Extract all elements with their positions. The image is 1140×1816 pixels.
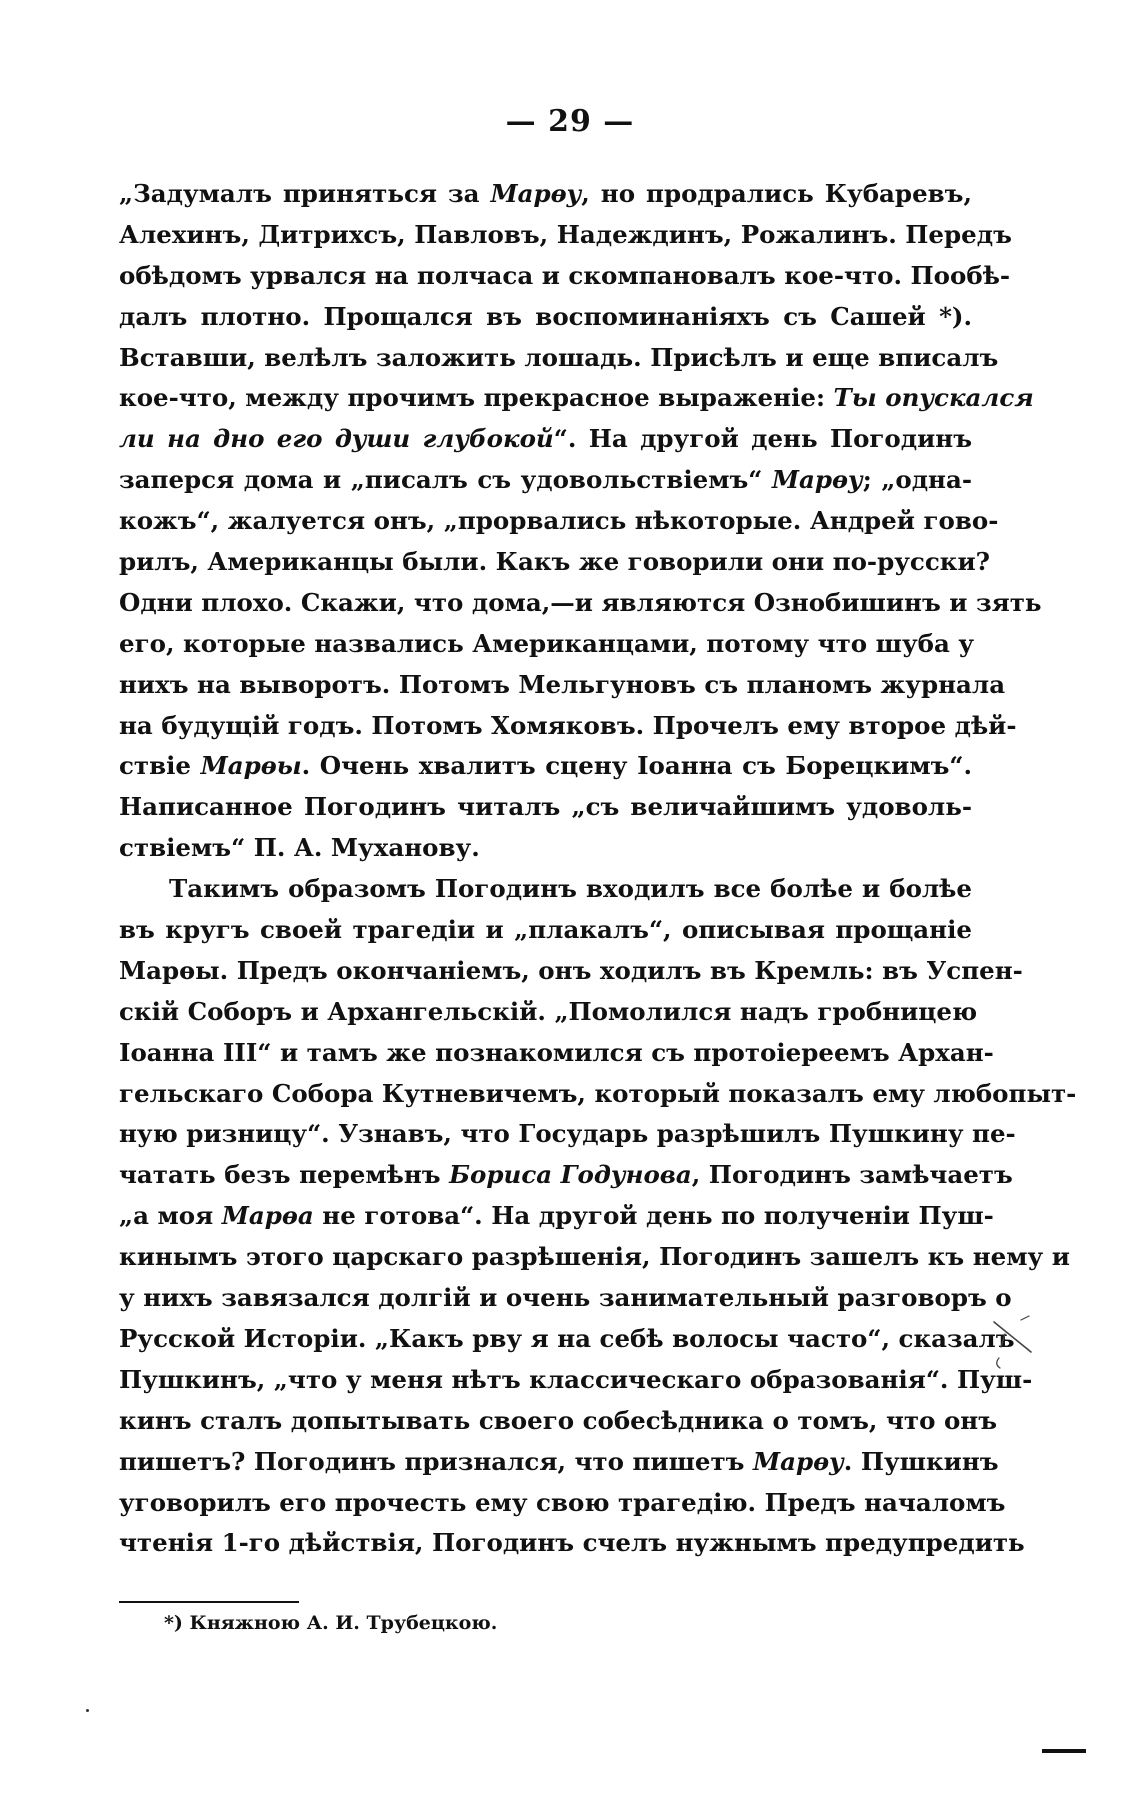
- text-line: [119, 542, 990, 583]
- text-line: [119, 1074, 1077, 1115]
- text-run: гельскаго Собора Кутневичемъ, который показалъ ему любопыт-: [119, 1078, 1077, 1108]
- italic-title-run: Марѳу: [490, 179, 582, 208]
- text-run: кинъ сталъ допытывать своего собесѣдника о томъ, что онъ: [119, 1405, 998, 1435]
- text-run: . Очень хвалитъ сцену Іоанна съ Борецкимъ“.: [301, 751, 973, 781]
- text-run: . Пушкинъ: [843, 1446, 999, 1476]
- text-run: Вставши, велѣлъ заложить лошадь. Присѣлъ и еще вписалъ: [119, 342, 999, 372]
- text-run: чтенія 1-го дѣйствія, Погодинъ счелъ нужнымъ предупредить: [119, 1528, 1025, 1558]
- text-line: [119, 215, 1012, 256]
- ink-dash: [1042, 1749, 1086, 1753]
- text-line: [119, 1360, 1033, 1401]
- text-line: [119, 1155, 1013, 1196]
- italic-title-run: ли на дно его души глубокой: [119, 424, 554, 454]
- text-run: пишетъ? Погодинъ признался, что пишетъ: [119, 1446, 754, 1476]
- text-run: Алехинъ, Дитрихсъ, Павловъ, Надеждинъ, Рожалинъ. Передъ: [119, 219, 1012, 249]
- text-line: [119, 583, 1042, 624]
- text-line: [119, 869, 972, 910]
- body-text: [119, 174, 1077, 1564]
- italic-title-run: Марѳа: [221, 1201, 314, 1231]
- text-run: чатать безъ перемѣнъ: [119, 1160, 450, 1190]
- text-line: [119, 1278, 1012, 1319]
- text-run: въ кругъ своей трагедіи и „плакалъ“, описывая прощаніе: [119, 915, 972, 945]
- text-line: [119, 501, 999, 542]
- text-run: на будущій годъ. Потомъ Хомяковъ. Прочелъ ему второе дѣй-: [119, 710, 1017, 740]
- text-line: [119, 1237, 1070, 1278]
- text-line: [119, 624, 975, 665]
- text-line: [119, 992, 978, 1033]
- text-run: обѣдомъ урвался на полчаса и скомпановалъ кое-что. Пообѣ-: [119, 260, 1011, 290]
- text-line: [119, 910, 972, 951]
- text-run: Одни плохо. Скажи, что дома,—и являются Ознобишинъ и зять: [119, 587, 1042, 617]
- text-run: его, которые назвались Американцами, потому что шуба у: [119, 628, 975, 658]
- text-line: [119, 460, 972, 501]
- text-run: кожъ“, жалуется онъ, „прорвались нѣкоторые. Андрей гово-: [119, 506, 999, 536]
- text-run: „а моя: [119, 1201, 222, 1231]
- text-run: Такимъ образомъ Погодинъ входилъ все болѣе и болѣе: [169, 874, 972, 904]
- text-run: заперся дома и „писалъ съ удовольствіемъ“: [119, 465, 772, 495]
- text-run: ствіемъ“ П. А. Муханову.: [119, 833, 480, 863]
- text-line: [119, 1523, 1025, 1564]
- text-run: рилъ, Американцы были. Какъ же говорили они по-русски?: [119, 547, 990, 577]
- text-run: ; „одна-: [862, 465, 972, 495]
- text-line: [119, 174, 972, 215]
- text-run: ную ризницу“. Узнавъ, что Государь разрѣшилъ Пушкину пе-: [119, 1119, 1016, 1149]
- italic-title-run: Марѳу: [771, 465, 863, 495]
- text-run: кинымъ этого царскаго разрѣшенія, Погодинъ зашелъ къ нему и: [119, 1242, 1070, 1272]
- text-line: [119, 706, 1017, 747]
- text-run: Пушкинъ, „что у меня нѣтъ классическаго образованія“. Пуш-: [119, 1364, 1033, 1394]
- handwritten-cross-mark-icon: [991, 1312, 1037, 1372]
- text-run: далъ плотно. Прощался въ воспоминаніяхъ съ Сашей *).: [119, 301, 972, 331]
- text-run: Іоанна III“ и тамъ же познакомился съ протоіереемъ Архан-: [119, 1037, 994, 1067]
- text-line: [119, 951, 1023, 992]
- footnote: *) Княжною А. И. Трубецкою.: [164, 1612, 498, 1634]
- italic-title-run: Бориса Годунова: [449, 1160, 692, 1190]
- text-line: [119, 256, 1011, 297]
- text-line: [119, 297, 972, 338]
- text-line: [119, 787, 972, 828]
- text-line: [119, 419, 972, 460]
- text-line: [119, 1401, 998, 1442]
- footnote-divider: [119, 1601, 299, 1603]
- text-line: [119, 1114, 1016, 1155]
- text-run: “. На другой день Погодинъ: [553, 424, 972, 454]
- text-run: у нихъ завязался долгій и очень занимательный разговоръ о: [119, 1283, 1012, 1313]
- italic-title-run: Марѳу: [753, 1446, 844, 1476]
- text-line: [119, 338, 999, 379]
- text-run: нихъ на выворотъ. Потомъ Мельгуновъ съ планомъ журнала: [119, 669, 1006, 699]
- page-number: — 29 —: [505, 104, 635, 139]
- text-line: [119, 1319, 1015, 1360]
- text-run: Русской Исторіи. „Какъ рву я на себѣ волосы часто“, сказалъ: [119, 1323, 1015, 1353]
- text-run: уговорилъ его прочесть ему свою трагедію. Предъ началомъ: [119, 1487, 1006, 1517]
- text-run: Марѳы. Предъ окончаніемъ, онъ ходилъ въ Кремль: въ Успен-: [119, 955, 1023, 985]
- text-run: , Погодинъ замѣчаетъ: [691, 1160, 1013, 1190]
- text-line: [119, 665, 1006, 706]
- italic-title-run: Марѳы: [200, 751, 302, 781]
- text-run: Написанное Погодинъ читалъ „съ величайшимъ удоволь-: [119, 792, 972, 822]
- text-line: [119, 1196, 994, 1237]
- text-run: не готова“. На другой день по полученіи Пуш-: [313, 1201, 994, 1231]
- text-run: ствіе: [119, 751, 201, 781]
- text-line: [119, 378, 1034, 419]
- text-line: [119, 1483, 1006, 1524]
- italic-title-run: Ты опускался: [833, 383, 1034, 413]
- text-line: [119, 1442, 999, 1483]
- text-run: „Задумалъ приняться за: [119, 179, 491, 208]
- text-line: [119, 1033, 994, 1074]
- text-run: , но продрались Кубаревъ,: [581, 179, 972, 208]
- text-run: кое-что, между прочимъ прекрасное выраженіе:: [119, 383, 834, 413]
- text-run: скій Соборъ и Архангельскій. „Помолился надъ гробницею: [119, 996, 978, 1026]
- ink-speck: [86, 1709, 89, 1712]
- text-line: [119, 828, 972, 869]
- text-line: [119, 746, 972, 787]
